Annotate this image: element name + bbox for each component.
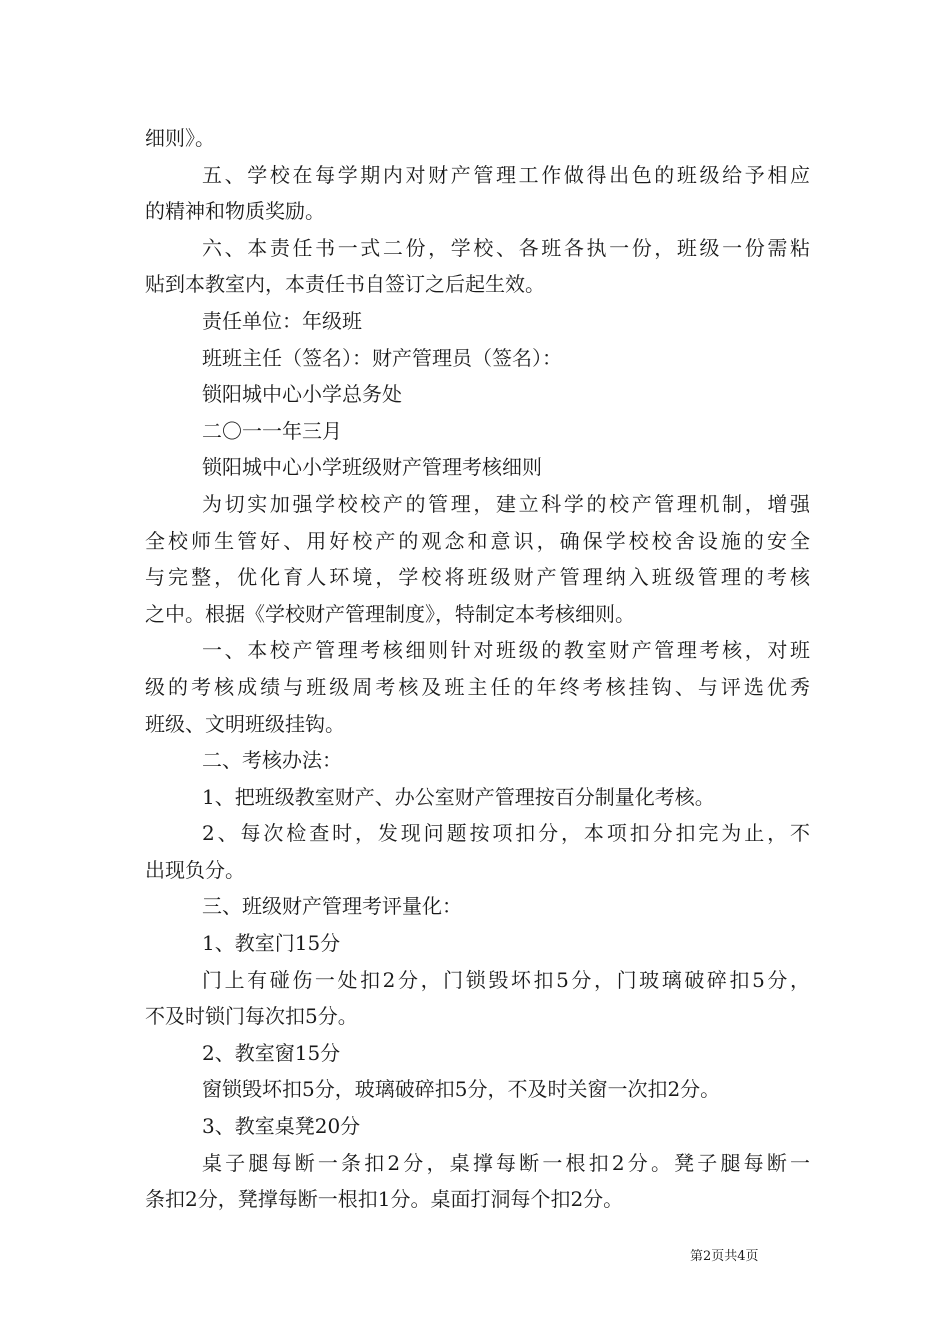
- text-line: 条扣2分，凳撑每断一根扣1分。桌面打洞每个扣2分。: [145, 1187, 624, 1212]
- text-line: 一、本校产管理考核细则针对班级的教室财产管理考核，对班: [202, 638, 810, 663]
- text-line: 出现负分。: [145, 857, 245, 882]
- text-line: 五、学校在每学期内对财产管理工作做得出色的班级给予相应: [202, 162, 810, 187]
- text-line: 桌子腿每断一条扣2分，桌撑每断一根扣2分。凳子腿每断一: [202, 1150, 810, 1175]
- text-line: 贴到本教室内，本责任书自签订之后起生效。: [145, 272, 545, 297]
- text-line: 为切实加强学校校产的管理，建立科学的校产管理机制，增强: [202, 491, 810, 516]
- text-line: 3、教室桌凳20分: [202, 1114, 361, 1139]
- text-line: 1、教室门15分: [202, 931, 341, 956]
- text-line: 与完整，优化育人环境，学校将班级财产管理纳入班级管理的考核: [145, 565, 810, 590]
- text-line: 班级、文明班级挂钩。: [145, 711, 345, 736]
- text-line: 的精神和物质奖励。: [145, 199, 325, 224]
- text-line: 2、每次检查时，发现问题按项扣分，本项扣分扣完为止，不: [202, 821, 810, 846]
- text-line: 级的考核成绩与班级周考核及班主任的年终考核挂钩、与评选优秀: [145, 674, 810, 699]
- text-line: 班班主任（签名）：财产管理员（签名）：: [202, 345, 562, 370]
- text-line: 三、班级财产管理考评量化：: [202, 894, 462, 919]
- text-line: 细则》。: [145, 126, 215, 150]
- text-line: 全校师生管好、用好校产的观念和意识，确保学校校舍设施的安全: [145, 528, 810, 553]
- text-line: 窗锁毁坏扣5分，玻璃破碎扣5分，不及时关窗一次扣2分。: [202, 1077, 721, 1102]
- text-line: 责任单位：年级班: [202, 308, 362, 333]
- text-line: 锁阳城中心小学班级财产管理考核细则: [202, 455, 542, 480]
- text-line: 2、教室窗15分: [202, 1040, 341, 1065]
- text-line: 锁阳城中心小学总务处: [202, 382, 402, 407]
- document-body: [145, 120, 810, 1218]
- text-line: 门上有碰伤一处扣2分，门锁毁坏扣5分，门玻璃破碎扣5分，: [202, 967, 810, 992]
- text-line: 1、把班级教室财产、办公室财产管理按百分制量化考核。: [202, 784, 715, 809]
- text-line: 二〇一一年三月: [202, 418, 342, 443]
- text-line: 二、考核办法：: [202, 748, 342, 773]
- text-line: 六、本责任书一式二份，学校、各班各执一份，班级一份需粘: [202, 235, 810, 260]
- page-number-footer: 第2页共4页: [690, 1249, 759, 1264]
- text-line: 之中。根据《学校财产管理制度》，特制定本考核细则。: [145, 601, 635, 626]
- text-line: 不及时锁门每次扣5分。: [145, 1004, 358, 1029]
